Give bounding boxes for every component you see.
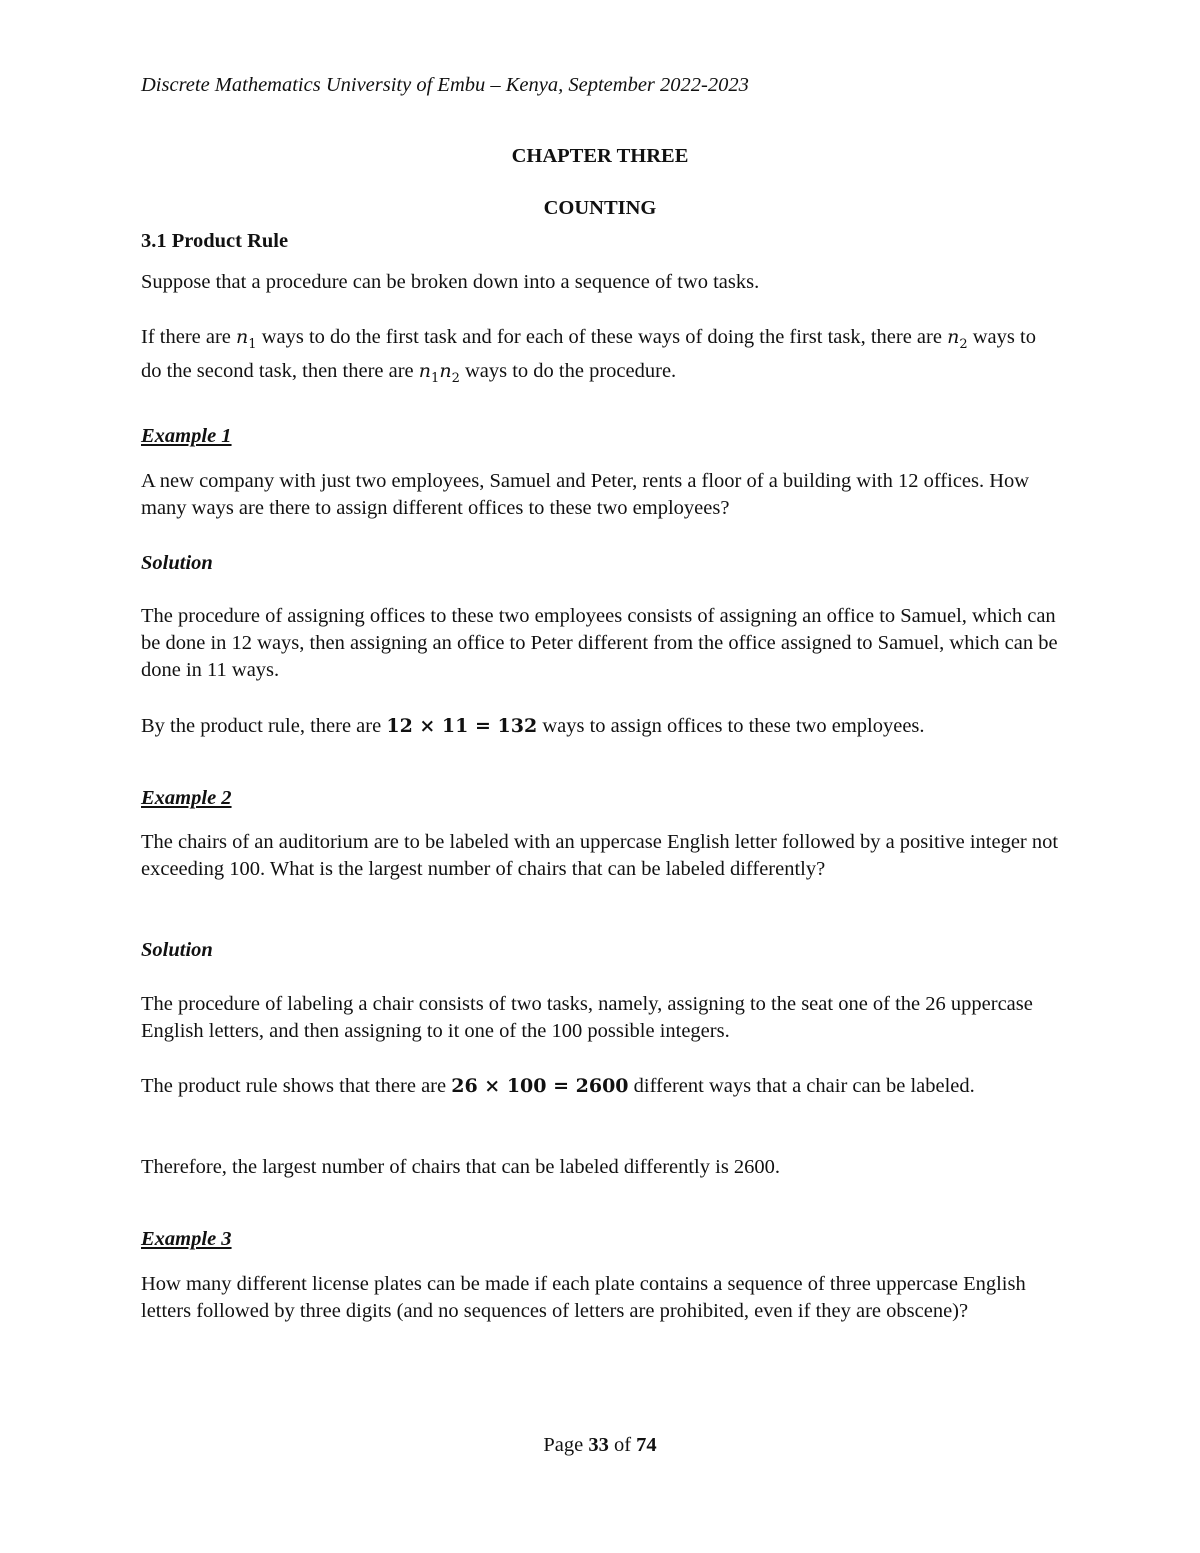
example-1-solution-label: Solution: [141, 552, 213, 574]
section-heading: 3.1 Product Rule: [141, 230, 289, 252]
rule-text-1: If there are: [141, 326, 237, 348]
example-2-math: 26 × 100 = 2600: [451, 1075, 629, 1097]
example-2-conclusion: Therefore, the largest number of chairs that can be labeled differently is 2600.: [141, 1156, 781, 1178]
chapter-title: COUNTING: [543, 197, 657, 219]
running-header: Discrete Mathematics University of Embu – Kenya, September 2022-2023: [141, 74, 749, 96]
rule-text-3: ways to do the second task, then there are: [141, 326, 1036, 382]
example-2-result: The product rule shows that there are 26 × 100 = 2600 different ways that a chair can be labeled.: [141, 1075, 975, 1097]
example-2-question: The chairs of an auditorium are to be labeled with an uppercase English letter followed by a positive integer not exceeding 100. What is the largest number of chairs that can be labeled differently?: [141, 831, 1059, 880]
math-n1n2: $n_1n_2$: [418, 359, 460, 386]
math-n1: $n_1$: [236, 326, 257, 352]
total-pages: 74: [636, 1434, 657, 1456]
product-rule-statement: [141, 324, 1059, 392]
page-footer: Page 33 of 74: [543, 1434, 657, 1456]
math-n2: $n_2$: [947, 326, 968, 352]
rule-text-2: ways to do the first task and for each of these ways of doing the first task, there are: [256, 326, 948, 348]
example-1-solution: The procedure of assigning offices to these two employees consists of assigning an office to Samuel, which can be done in 12 ways, then assigning an office to Peter different from the office assigned to Samuel, which can be done in 11 ways.: [141, 605, 1058, 681]
example-1-question: A new company with just two employees, Samuel and Peter, rents a floor of a building with 12 offices. How many ways are there to assign different offices to these two employees?: [141, 470, 1030, 519]
example-1-heading: Example 1: [141, 425, 232, 447]
example-2-solution: The procedure of labeling a chair consists of two tasks, namely, assigning to the seat one of the 26 uppercase English letters, and then assigning to it one of the 100 possible integers.: [141, 993, 1033, 1042]
intro-paragraph: Suppose that a procedure can be broken down into a sequence of two tasks.: [141, 271, 760, 293]
example-3-question: How many different license plates can be made if each plate contains a sequence of three uppercase English letters followed by three digits (and no sequences of letters are prohibited, even if they are obscene)?: [141, 1273, 1026, 1322]
example-2-heading: Example 2: [141, 787, 232, 809]
rule-text-4: ways to do the procedure.: [459, 359, 677, 382]
example-1-result: By the product rule, there are 12 × 11 = 132 ways to assign offices to these two employees.: [141, 715, 925, 737]
example-3-heading: Example 3: [141, 1228, 232, 1250]
example-1-math: 12 × 11 = 132: [386, 715, 538, 737]
example-2-solution-label: Solution: [141, 939, 213, 961]
chapter-number: CHAPTER THREE: [511, 145, 689, 167]
page-number: 33: [588, 1434, 609, 1456]
